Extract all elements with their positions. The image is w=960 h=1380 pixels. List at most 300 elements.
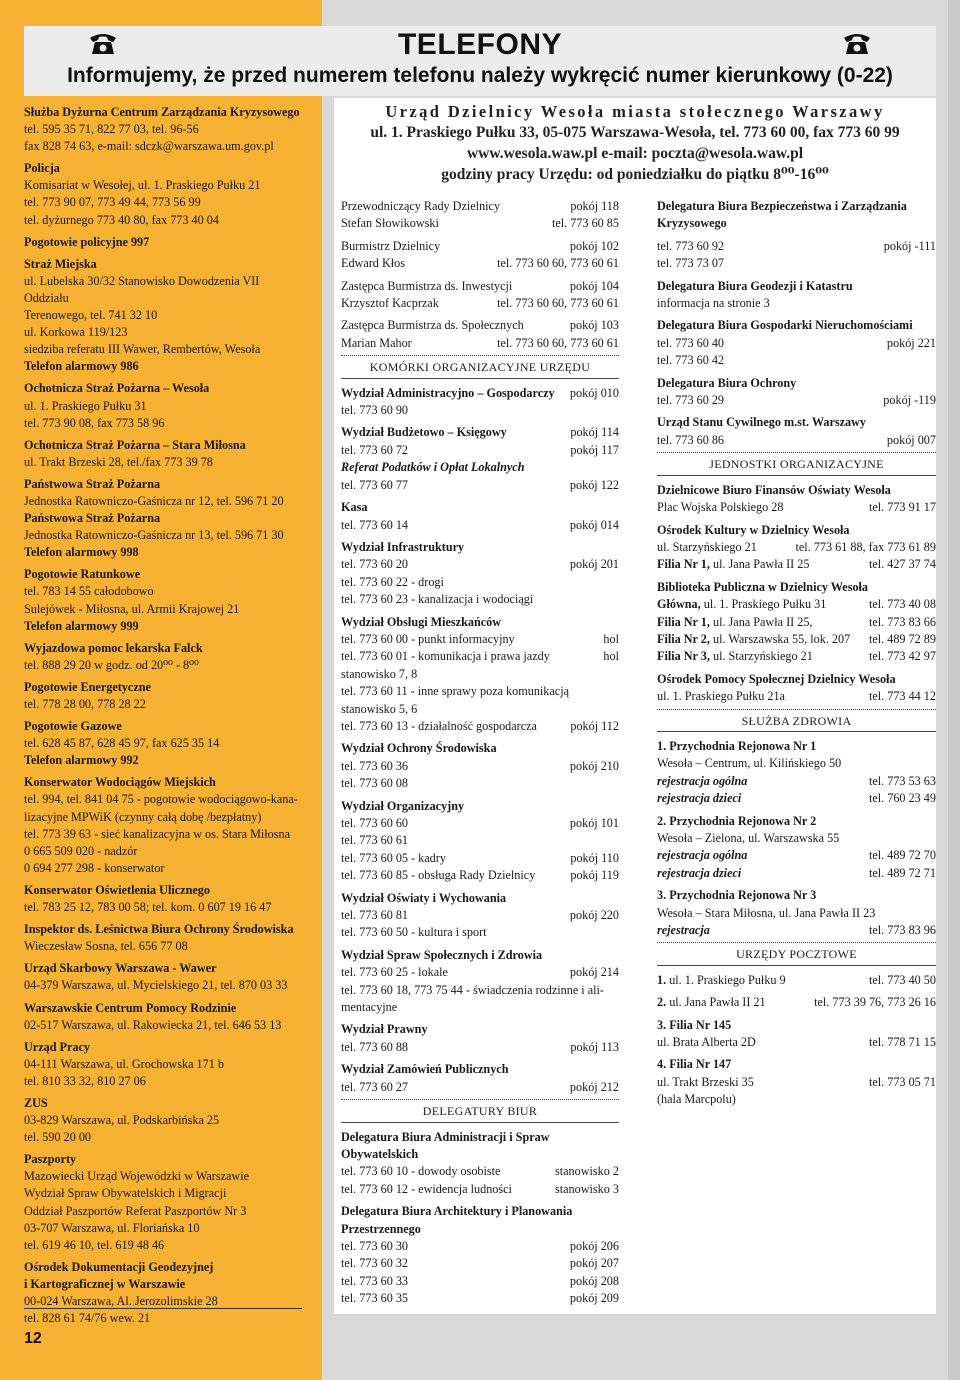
contact-row (341, 215, 619, 232)
contact-label: tel. 773 60 42 (657, 353, 725, 368)
contact-row (657, 790, 936, 807)
contact-label: Wydział Prawny (341, 1022, 428, 1037)
contact-label: tel. 773 60 18, 773 75 44 - świadczenia rodzinne i ali- (341, 982, 604, 997)
contact-value: tel. 773 40 50 (868, 972, 936, 987)
contact-label: Wydział Organizacyjny (341, 798, 465, 813)
contact-line: lizacyjne MPWiK (czynny całą dobę /bezpłatny) (24, 809, 262, 824)
contact-label: Wydział Obsługi Mieszkańców (341, 614, 502, 629)
contact-value: pokój 118 (570, 199, 619, 213)
contact-line: ul. Trakt Brzeski 28, tel./fax 773 39 78 (24, 454, 213, 469)
contact-line: tel. 810 33 32, 810 27 06 (24, 1073, 146, 1088)
contact-heading: Konserwator Wodociągów Miejskich (24, 775, 216, 790)
urzad-name: Urząd Dzielnicy Wesoła miasta stołecznego Warszawy (385, 102, 885, 121)
contact-heading: ZUS (24, 1095, 48, 1110)
urzad-web: www.wesola.waw.pl e-mail: poczta@wesola.waw.pl (466, 145, 804, 162)
contact-row (657, 631, 936, 648)
urzad-departments-column (341, 198, 619, 1308)
contact-label: tel. 773 60 60 (341, 816, 409, 830)
contact-value: pokój 007 (886, 432, 936, 447)
contact-row (657, 905, 936, 922)
contact-label: tel. 773 60 23 - kanalizacja i wodociągi (341, 592, 534, 607)
contact-label: tel. 773 60 08 (341, 776, 409, 791)
contact-heading: Ochotnicza Straż Pożarna – Stara Miłosna (24, 437, 246, 452)
contact-label: Filia Nr 2, ul. Warszawska 55, lok. 207 (657, 631, 851, 646)
contact-row (657, 1017, 936, 1034)
contact-line: ul. 1. Praskiego Pułku 31 (24, 398, 147, 413)
contact-label: Wydział Ochrony Środowiska (341, 741, 497, 756)
contact-label: Przestrzennego (341, 1221, 421, 1236)
contact-row (341, 666, 619, 683)
contact-heading: Ośrodek Dokumentacji Geodezyjnej (24, 1259, 214, 1274)
contact-row (341, 947, 619, 964)
contact-line: Komisariat w Wesołej, ul. 1. Praskiego Pułku 21 (24, 178, 261, 193)
contact-heading: Państwowa Straż Pożarna (24, 511, 161, 526)
contact-label: tel. 773 60 12 - ewidencja ludności (341, 1181, 512, 1196)
contact-line: Jednostka Ratowniczo-Gaśnicza nr 12, tel. 596 71 20 (24, 493, 284, 508)
contact-row (657, 887, 936, 904)
contact-label: 2. ul. Jana Pawła II 21 (657, 995, 766, 1010)
contact-row (657, 865, 936, 882)
contact-row (341, 1129, 619, 1164)
contact-value: pokój 117 (570, 442, 619, 457)
contact-line: tel. 595 35 71, 822 77 03, tel. 96-56 (24, 122, 199, 137)
contact-value: pokój 210 (569, 758, 619, 773)
contact-heading: Telefon alarmowy 986 (24, 359, 139, 374)
contact-line: siedziba referatu III Wawer, Rembertów, Wesoła (24, 342, 261, 357)
contact-row (341, 1039, 619, 1056)
contact-line: tel. 783 25 12, 783 00 58; tel. kom. 0 607 19 16 47 (24, 900, 272, 915)
contact-value: pokój 208 (569, 1273, 619, 1288)
contact-label: tel. 773 60 35 (341, 1291, 409, 1306)
contact-label: tel. 773 60 85 - obsługa Rady Dzielnicy (341, 868, 536, 883)
contact-label: rejestracja ogólna (657, 848, 748, 863)
contact-value: tel. 773 60 85 (551, 216, 619, 231)
contact-value: pokój -119 (883, 393, 936, 408)
contact-line: 04-379 Warszawa, ul. Mycielskiego 21, tel. 870 03 33 (24, 978, 288, 993)
contact-value: pokój 122 (569, 477, 619, 492)
urzad-address: ul. 1. Praskiego Pułku 33, 05-075 Warszawa-Wesoła, tel. 773 60 00, fax 773 60 99 (370, 124, 900, 141)
contact-row (657, 482, 936, 499)
contact-row (341, 1061, 619, 1078)
contact-label: Stefan Słowikowski (341, 216, 439, 231)
contact-label: ul. Brata Alberta 2D (657, 1035, 756, 1050)
contact-line: tel. 590 20 00 (24, 1130, 92, 1145)
contact-row (341, 758, 619, 775)
contact-row (341, 1181, 619, 1198)
contact-label: Marian Mahor (341, 335, 412, 350)
contact-line: 0 694 277 298 - konserwator (24, 860, 165, 875)
contact-row (657, 1091, 936, 1108)
contact-label: Delegatura Biura Gospodarki Nieruchomościami (657, 318, 913, 333)
contact-row (341, 335, 619, 352)
contact-label: informacja na stronie 3 (657, 296, 770, 311)
section-heading: KOMÓRKI ORGANIZACYJNE URZĘDU (341, 355, 619, 378)
contact-label: Delegatura Biura Geodezji i Katastru (657, 278, 853, 293)
contact-label: Wesoła – Stara Miłosna, ul. Jana Pawła II 23 (657, 905, 876, 920)
contact-value: pokój 206 (569, 1238, 619, 1253)
contact-heading: i Kartograficznej w Warszawie (24, 1276, 186, 1291)
contact-label: Kasa (341, 500, 368, 515)
contact-row (341, 1290, 619, 1307)
contact-line: tel. 783 14 55 całodobowo (24, 584, 154, 599)
contact-value: pokój 010 (569, 385, 619, 400)
contact-label: Wydział Administracyjno – Gospodarczy (341, 385, 555, 400)
contact-line: tel. 628 45 87, 628 45 97, fax 625 35 14 (24, 736, 220, 751)
contact-row (341, 775, 619, 792)
contact-label: tel. 773 73 07 (657, 256, 725, 271)
contact-row (341, 477, 619, 494)
contact-heading: Telefon alarmowy 999 (24, 618, 139, 633)
contact-line: Mazowiecki Urząd Wojewódzki w Warszawie (24, 1169, 250, 1184)
contact-label: rejestracja dzieci (657, 865, 742, 880)
contact-row (657, 1034, 936, 1051)
contact-row (657, 522, 936, 539)
contact-label: Ośrodek Pomocy Społecznej Dzielnicy Wesoła (657, 671, 896, 686)
contact-label: rejestracja dzieci (657, 791, 742, 806)
contact-value: tel. 773 83 96 (868, 923, 936, 938)
contact-value: pokój 113 (570, 1039, 619, 1054)
section-heading: SŁUŻBA ZDROWIA (657, 709, 936, 732)
contact-row (341, 1203, 619, 1220)
page-title: TELEFONY (397, 28, 562, 61)
contact-row (657, 596, 936, 613)
contact-row (341, 1221, 619, 1238)
section-heading: URZĘDY POCZTOWE (657, 942, 936, 965)
page-header (24, 26, 936, 96)
contact-row (657, 972, 936, 989)
contact-value: stanowisko 2 (555, 1164, 619, 1179)
contact-label: tel. 773 60 22 - drogi (341, 574, 444, 589)
contact-row (657, 414, 936, 431)
contact-label: tel. 773 60 20 (341, 557, 409, 572)
contact-row (657, 238, 936, 255)
contact-row (341, 499, 619, 516)
contact-row (657, 648, 936, 665)
urzad-header (334, 102, 936, 185)
contact-label: tel. 773 60 72 (341, 442, 409, 457)
contact-label: Kryzysowego (657, 216, 727, 231)
contact-value: tel. 773 53 63 (868, 773, 936, 788)
contact-row (657, 830, 936, 847)
contact-line: 02-517 Warszawa, ul. Rakowiecka 21, tel. 646 53 13 (24, 1017, 282, 1032)
contact-label: tel. 773 60 32 (341, 1256, 409, 1271)
contact-label: tel. 773 60 11 - inne sprawy poza komunikacją (341, 684, 570, 699)
contact-label: Biblioteka Publiczna w Dzielnicy Wesoła (657, 579, 869, 594)
contact-row (341, 832, 619, 849)
contact-label: mentacyjne (341, 1000, 398, 1015)
section-heading: DELEGATURY BIUR (341, 1099, 619, 1122)
contact-row (657, 198, 936, 215)
contact-label: tel. 773 60 05 - kadry (341, 850, 446, 865)
contact-label: Urząd Stanu Cywilnego m.st. Warszawy (657, 415, 866, 430)
contact-heading: Pogotowie Ratunkowe (24, 567, 141, 582)
contact-value: tel. 427 37 74 (868, 557, 936, 572)
contact-label: tel. 773 60 33 (341, 1273, 409, 1288)
contact-label: Krzysztof Kacprzak (341, 296, 439, 311)
contact-row (341, 539, 619, 556)
contact-row (341, 424, 619, 441)
contact-heading: Państwowa Straż Pożarna (24, 476, 161, 491)
contact-line: 0 665 509 020 - nadzór (24, 843, 138, 858)
contact-value: tel. 773 91 17 (868, 500, 936, 515)
contact-row (341, 459, 619, 476)
contact-label: tel. 773 60 30 (341, 1238, 409, 1253)
contact-row (341, 385, 619, 402)
contact-label: tel. 773 60 10 - dowody osobiste (341, 1164, 501, 1179)
contact-line: tel. 773 39 63 - sieć kanalizacyjna w os. Stara Miłosna (24, 826, 291, 841)
contact-row (341, 999, 619, 1016)
contact-row (341, 924, 619, 941)
contact-label: Filia Nr 3, ul. Starzyńskiego 21 (657, 649, 813, 664)
contact-row (657, 432, 936, 449)
contact-row (657, 813, 936, 830)
contact-row (341, 255, 619, 272)
contact-row (341, 964, 619, 981)
contact-value: tel. 773 40 08 (868, 597, 936, 612)
contact-line: fax 828 74 63, e-mail: sdczk@warszawa.um.gov.pl (24, 139, 274, 154)
contact-row (341, 850, 619, 867)
contact-value: tel. 489 72 89 (868, 631, 936, 646)
contact-row (341, 798, 619, 815)
section-heading: JEDNOSTKI ORGANIZACYJNE (657, 452, 936, 475)
contact-line: tel. 828 61 74/76 wew. 21 (24, 1311, 151, 1326)
contact-value: pokój 119 (570, 868, 619, 883)
contact-label: Zastępca Burmistrza ds. Inwestycji (341, 278, 513, 293)
contact-line: tel. 994, tel. 841 04 75 - pogotowie wodociągowo-kana- (24, 792, 298, 807)
contact-row (657, 738, 936, 755)
contact-label: tel. 773 60 50 - kultura i sport (341, 925, 487, 940)
contact-label: Przewodniczący Rady Dzielnicy (341, 199, 501, 213)
contact-label: stanowisko 5, 6 (341, 701, 418, 716)
contact-line: 03-707 Warszawa, ul. Floriańska 10 (24, 1220, 200, 1235)
contact-heading: Policja (24, 161, 60, 176)
contact-row (657, 579, 936, 596)
contact-value: pokój 114 (570, 425, 619, 440)
contact-label: Wesoła – Zielona, ul. Warszawska 55 (657, 831, 840, 845)
contact-row (341, 982, 619, 999)
contact-row (341, 867, 619, 884)
contact-row (341, 1255, 619, 1272)
contact-label: Zastępca Burmistrza ds. Społecznych (341, 318, 524, 333)
contact-heading: Wyjazdowa pomoc lekarska Falck (24, 640, 203, 655)
contact-row (657, 1074, 936, 1091)
contact-label: tel. 773 60 00 - punkt informacyjny (341, 631, 515, 646)
contact-label: Wesoła – Centrum, ul. Kilińskiego 50 (657, 756, 842, 771)
contact-row (341, 317, 619, 334)
contact-value: tel. 773 42 97 (868, 649, 936, 664)
contact-heading: Pogotowie policyjne 997 (24, 234, 150, 249)
contact-label: Wydział Spraw Społecznych i Zdrowia (341, 947, 543, 962)
contact-row (657, 773, 936, 790)
contact-label: Ośrodek Kultury w Dzielnicy Wesoła (657, 522, 850, 537)
contact-row (341, 890, 619, 907)
contact-label: Główna, ul. 1. Praskiego Pułku 31 (657, 597, 827, 612)
contact-row (341, 402, 619, 419)
contact-heading: Telefon alarmowy 992 (24, 753, 139, 768)
contact-label: tel. 773 60 13 - działalność gospodarcza (341, 718, 537, 733)
contact-label: tel. 773 60 27 (341, 1079, 409, 1094)
contact-line: tel. 778 28 00, 778 28 22 (24, 697, 146, 711)
right-edge-strip (948, 0, 960, 1380)
contact-value: pokój 214 (569, 965, 619, 980)
contact-label: Delegatura Biura Architektury i Planowania (341, 1204, 573, 1219)
contact-label: Filia Nr 1, ul. Jana Pawła II 25, (657, 614, 813, 629)
contact-label: tel. 773 60 14 (341, 517, 409, 532)
contact-label: Delegatura Biura Ochrony (657, 375, 797, 390)
contact-label: Dzielnicowe Biuro Finansów Oświaty Wesoła (657, 482, 891, 497)
contact-label: 1. ul. 1. Praskiego Pułku 9 (657, 972, 786, 987)
contact-line: tel. 888 29 20 w godz. od 20⁰⁰ - 8⁰⁰ (24, 657, 199, 672)
contact-label: Filia Nr 1, ul. Jana Pawła II 25 (657, 557, 810, 572)
contact-label: 2. Przychodnia Rejonowa Nr 2 (657, 813, 817, 828)
contact-line: 03-829 Warszawa, ul. Podskarbińska 25 (24, 1113, 220, 1128)
contact-heading: Pogotowie Gazowe (24, 719, 122, 734)
contact-label: Delegatura Biura Bezpieczeństwa i Zarządzania (657, 199, 907, 213)
contact-value: pokój 212 (569, 1079, 619, 1094)
contact-line: tel. 773 90 08, fax 773 58 96 (24, 415, 165, 430)
contact-row (341, 278, 619, 295)
contact-heading: Inspektor ds. Leśnictwa Biura Ochrony Środowiska (24, 922, 294, 937)
contact-label: Edward Kłos (341, 256, 405, 271)
contact-value: tel. 773 83 66 (868, 614, 936, 629)
contact-heading: Konserwator Oświetlenia Ulicznego (24, 882, 210, 897)
contact-row (341, 614, 619, 631)
contact-row (341, 1238, 619, 1255)
urzad-panel (334, 98, 936, 1314)
contact-row (657, 295, 936, 312)
contact-row (657, 614, 936, 631)
contact-row (657, 922, 936, 939)
contact-label: tel. 773 60 92 (657, 238, 725, 253)
contact-value: tel. 489 72 71 (868, 865, 936, 880)
contact-value: tel. 773 05 71 (868, 1074, 936, 1089)
contact-label: (hala Marcpolu) (657, 1092, 736, 1107)
contact-row (657, 255, 936, 272)
contact-row (657, 671, 936, 688)
contact-value: pokój 102 (569, 238, 619, 253)
contact-label: Wydział Infrastruktury (341, 539, 465, 554)
contact-label: rejestracja (657, 923, 710, 938)
contact-label: tel. 773 60 88 (341, 1039, 409, 1054)
contact-value: pokój 110 (570, 850, 619, 865)
contact-line: 04-111 Warszawa, ul. Grochowska 171 b (24, 1056, 224, 1071)
contact-row (341, 718, 619, 735)
contact-value: pokój 101 (569, 816, 619, 830)
contact-label: 4. Filia Nr 147 (657, 1057, 732, 1072)
contact-row (657, 539, 936, 556)
contact-row (341, 238, 619, 255)
contact-label: Wydział Oświaty i Wychowania (341, 890, 507, 905)
emergency-contacts-column (24, 104, 304, 1327)
contact-row (657, 392, 936, 409)
contact-line: Sulejówek - Miłosna, ul. Armii Krajowej 21 (24, 601, 240, 616)
telephone-icon (842, 30, 872, 56)
contact-line: tel. 773 90 07, 773 49 44, 773 56 99 (24, 195, 201, 210)
contact-row (341, 701, 619, 718)
divider (24, 1308, 302, 1309)
contact-label: Wydział Zamówień Publicznych (341, 1062, 509, 1077)
contact-row (657, 556, 936, 573)
contact-value: tel. 489 72 70 (868, 848, 936, 863)
contact-line: ul. Lubelska 30/32 Stanowisko Dowodzenia VII Oddziału (24, 273, 260, 305)
contact-row (341, 815, 619, 832)
contact-line: Wydział Spraw Obywatelskich i Migracji (24, 1186, 227, 1201)
contact-row (341, 517, 619, 534)
contact-heading: Służba Dyżurna Centrum Zarządzania Kryzysowego (24, 105, 300, 119)
contact-value: hol (603, 631, 619, 646)
contact-heading: Warszawskie Centrum Pomocy Rodzinie (24, 1000, 237, 1015)
contact-value: pokój 221 (886, 335, 936, 350)
contact-value: pokój 207 (569, 1256, 619, 1271)
contact-row (657, 375, 936, 392)
contact-line: Wieczesław Sosna, tel. 656 77 08 (24, 939, 188, 954)
contact-row (341, 740, 619, 757)
contact-line: Terenowego, tel. 741 32 10 (24, 308, 158, 323)
contact-label: ul. Starzyńskiego 21 (657, 539, 757, 554)
contact-value: tel. 778 71 15 (868, 1035, 936, 1050)
contact-row (657, 755, 936, 772)
contact-label: rejestracja ogólna (657, 773, 748, 788)
contact-row (657, 499, 936, 516)
contact-value: pokój 103 (569, 318, 619, 333)
contact-row (341, 1021, 619, 1038)
page-number: 12 (24, 1330, 42, 1347)
contact-value: pokój 209 (569, 1291, 619, 1306)
contact-heading: Straż Miejska (24, 256, 97, 271)
contact-row (341, 295, 619, 312)
contact-heading: Paszporty (24, 1152, 77, 1167)
contact-value: pokój 220 (569, 908, 619, 923)
contact-value: tel. 773 60 60, 773 60 61 (497, 296, 619, 311)
contact-label: Wydział Budżetowo – Księgowy (341, 425, 507, 440)
contact-value: tel. 773 60 60, 773 60 61 (497, 335, 619, 350)
contact-value: tel. 760 23 49 (868, 791, 936, 806)
contact-line: ul. Korkowa 119/123 (24, 325, 128, 340)
contact-value: pokój 201 (569, 557, 619, 572)
contact-heading: Ochotnicza Straż Pożarna – Wesoła (24, 381, 210, 396)
contact-value: pokój -111 (883, 238, 936, 253)
contact-label: tel. 773 60 77 (341, 477, 409, 492)
contact-heading: Telefon alarmowy 998 (24, 545, 139, 560)
contact-row (341, 1079, 619, 1096)
contact-value: tel. 773 39 76, 773 26 16 (814, 995, 936, 1010)
contact-row (657, 317, 936, 334)
contact-row (657, 215, 936, 232)
contact-row (341, 574, 619, 591)
contact-value: pokój 014 (569, 517, 619, 532)
contact-value: tel. 773 44 12 (868, 689, 936, 704)
urzad-units-column (657, 198, 936, 1109)
contact-heading: Pogotowie Energetyczne (24, 679, 151, 694)
contact-label: tel. 773 60 61 (341, 833, 409, 848)
contact-line: 00-024 Warszawa, Al. Jerozolimskie 28 (24, 1294, 218, 1308)
contact-label: 3. Przychodnia Rejonowa Nr 3 (657, 888, 817, 903)
contact-value: tel. 773 61 88, fax 773 61 89 (795, 539, 936, 554)
contact-row (341, 631, 619, 648)
contact-row (657, 352, 936, 369)
contact-label: Delegatura Biura Administracji i Spraw Obywatelskich (341, 1129, 550, 1161)
contact-row (657, 994, 936, 1011)
contact-line: Jednostka Ratowniczo-Gaśnicza nr 13, tel. 596 71 30 (24, 528, 284, 543)
urzad-hours: godziny pracy Urzędu: od poniedziałku do piątku 8⁰⁰-16⁰⁰ (441, 166, 829, 183)
contact-label: tel. 773 60 40 (657, 335, 725, 350)
contact-label: tel. 773 60 86 (657, 432, 725, 447)
contact-row (341, 198, 619, 215)
contact-row (341, 1163, 619, 1180)
contact-heading: Urząd Pracy (24, 1039, 90, 1054)
contact-row (341, 683, 619, 700)
contact-label: Referat Podatków i Opłat Lokalnych (341, 460, 525, 475)
